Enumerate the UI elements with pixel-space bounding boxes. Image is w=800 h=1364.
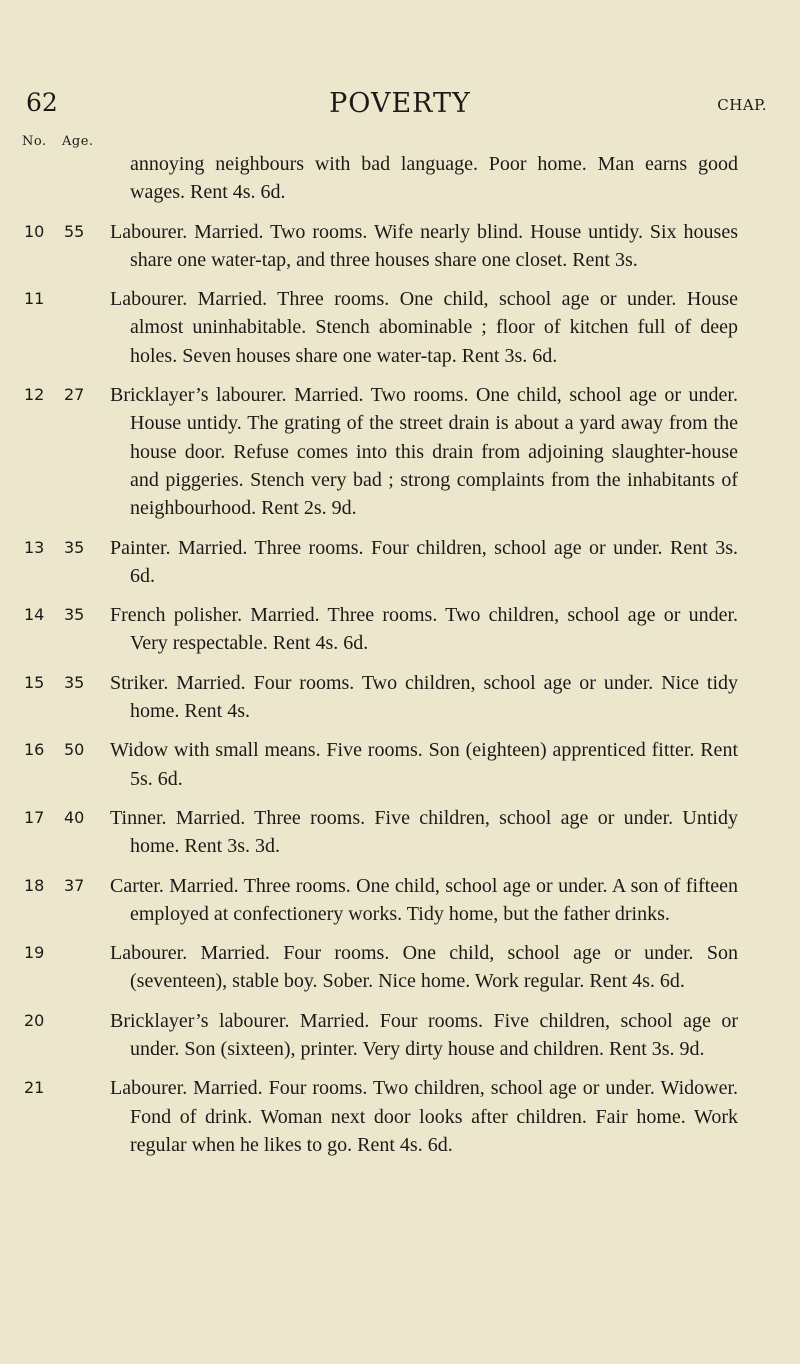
entry-age: 37 (64, 875, 85, 895)
entries-container (0, 218, 800, 1160)
entries-list (0, 150, 800, 1170)
continuation-text: annoying neighbours with bad language. Poor home. Man earns good wages. Rent 4s. 6d. (130, 153, 738, 204)
entry-age: 35 (64, 605, 85, 625)
entry-row (0, 601, 800, 658)
entry-row (0, 736, 800, 793)
entry-description: Widow with small means. Five rooms. Son (eighteen) apprenticed fitter. Rent 5s. 6d. (110, 739, 738, 790)
entry-description: Labourer. Married. Three rooms. One child, school age or under. House almost uninhabitable. Stench abominable ; floor of kitchen full of deep holes. Seven houses share one water-tap. Rent 3s. 6d. (110, 288, 738, 367)
entry-number: 21 (24, 1078, 45, 1098)
entry-description: Tinner. Married. Three rooms. Five children, school age or under. Untidy home. Rent 3s. 3d. (110, 806, 738, 858)
entry-row (0, 872, 800, 929)
entry-row (0, 534, 800, 591)
column-header-age: Age. (62, 134, 94, 149)
entry-number: 10 (24, 221, 45, 241)
entry-description: Bricklayer’s labourer. Married. Four rooms. Five children, school age or under. Son (sixteen), printer. Very dirty house and children. Rent 3s. 9d. (110, 1009, 738, 1061)
entry-row (0, 381, 800, 522)
entry-description: Labourer. Married. Four rooms. Two children, school age or under. Widower. Fond of drink. Woman next door looks after children. Fair home. Work regular when he likes to go. Rent 4s. 6d. (110, 1077, 738, 1156)
entry-age: 55 (64, 221, 85, 241)
entry-age: 40 (64, 807, 85, 827)
column-header-no: No. (22, 134, 47, 149)
entry-row (0, 285, 800, 370)
entry-age: 50 (64, 740, 85, 760)
entry-row (0, 804, 800, 861)
entry-number: 11 (24, 289, 45, 309)
entry-age: 35 (64, 672, 85, 692)
continuation-entry (0, 150, 800, 207)
entry-age: 27 (64, 385, 85, 405)
entry-number: 16 (24, 740, 45, 760)
entry-number: 12 (24, 385, 45, 405)
running-title: POVERTY (329, 88, 471, 119)
entry-number: 19 (24, 943, 45, 963)
entry-description: Labourer. Married. Four rooms. One child, school age or under. Son (seventeen), stable boy. Sober. Nice home. Work regular. Rent 4s. 6d. (110, 942, 738, 993)
entry-description: Carter. Married. Three rooms. One child, school age or under. A son of fifteen employed at confectionery works. Tidy home, but the father drinks. (110, 874, 738, 925)
entry-row (0, 939, 800, 996)
entry-description: Bricklayer’s labourer. Married. Two rooms. One child, school age or under. House untidy. The grating of the street drain is about a yard away from the house door. Refuse comes into this drain from adjoining slaughter-house and piggeries. Stench very bad ; strong complaints from the inhabitants of neighbourhood. Rent 2s. 9d. (110, 384, 738, 520)
entry-number: 17 (24, 807, 45, 827)
chapter-abbrev: CHAP. (717, 96, 767, 114)
entry-number: 15 (24, 672, 45, 692)
entry-number: 18 (24, 875, 45, 895)
page-number: 62 (26, 88, 58, 117)
entry-row (0, 1074, 800, 1159)
entry-number: 20 (24, 1010, 45, 1030)
entry-row (0, 669, 800, 726)
entry-row (0, 218, 800, 275)
page-header (0, 88, 800, 128)
entry-number: 14 (24, 605, 45, 625)
entry-number: 13 (24, 537, 45, 557)
entry-description: Striker. Married. Four rooms. Two children, school age or under. Nice tidy home. Rent 4s. (110, 671, 738, 723)
entry-row (0, 1007, 800, 1064)
entry-age: 35 (64, 537, 85, 557)
entry-description: French polisher. Married. Three rooms. Two children, school age or under. Very respectable. Rent 4s. 6d. (110, 604, 738, 655)
entry-description: Painter. Married. Three rooms. Four children, school age or under. Rent 3s. 6d. (110, 536, 738, 587)
entry-description: Labourer. Married. Two rooms. Wife nearly blind. House untidy. Six houses share one water-tap, and three houses share one closet. Rent 3s. (110, 220, 738, 271)
